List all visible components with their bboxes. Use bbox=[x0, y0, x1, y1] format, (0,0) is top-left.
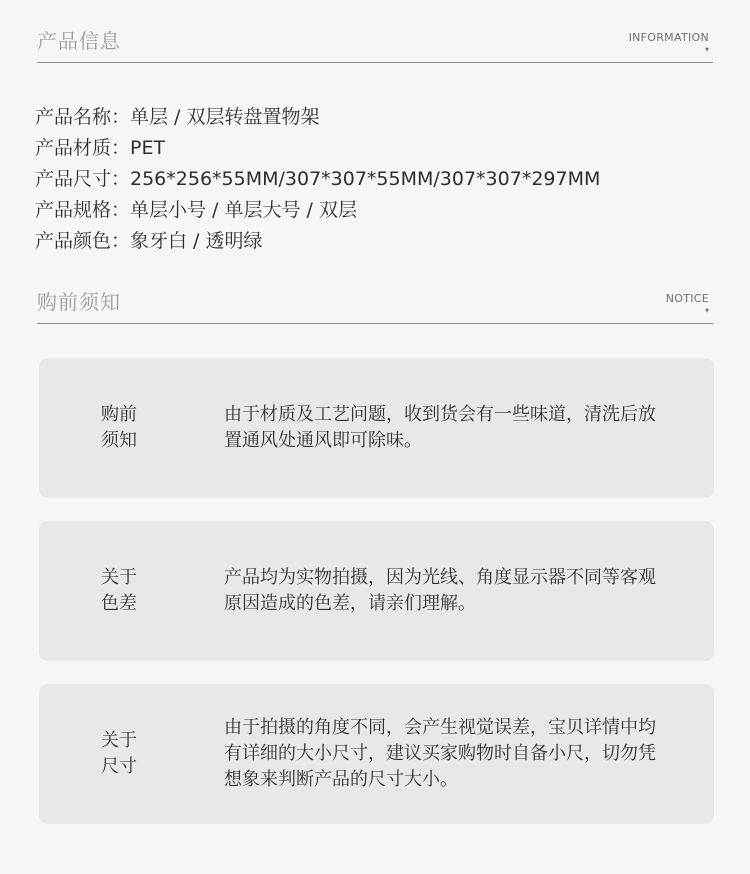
product-size: 产品尺寸：256*256*55MM/307*307*55MM/307*307*297MM bbox=[35, 168, 601, 190]
notice-text: 产品均为实物拍摄，因为光线、角度显示器不同等客观原因造成的色差，请亲们理解。 bbox=[224, 567, 656, 614]
notice-label-line: 关于 bbox=[101, 567, 137, 588]
notice-label bbox=[101, 565, 141, 617]
notice-text: 由于材质及工艺问题，收到货会有一些味道，清洗后放置通风处通风即可除味。 bbox=[224, 404, 656, 451]
notice-card-purchase bbox=[39, 358, 714, 498]
product-color: 产品颜色：象牙白 / 透明绿 bbox=[35, 230, 263, 252]
notice-card-size bbox=[39, 684, 714, 824]
notice-text: 由于拍摄的角度不同，会产生视觉误差，宝贝详情中均有详细的大小尺寸，建议买家购物时自备小尺，切勿凭想象来判断产品的尺寸大小。 bbox=[224, 717, 656, 790]
notice-label bbox=[101, 728, 141, 780]
section-title: 产品信息 bbox=[37, 29, 121, 53]
notice-label-line: 尺寸 bbox=[101, 756, 137, 777]
notice-label-line: 须知 bbox=[101, 430, 137, 451]
notice-card-color bbox=[39, 521, 714, 661]
section-header-notice bbox=[37, 283, 713, 324]
product-info-list bbox=[35, 102, 725, 257]
product-material: 产品材质：PET bbox=[35, 137, 166, 159]
product-name: 产品名称：单层 / 双层转盘置物架 bbox=[35, 106, 320, 128]
section-header-information bbox=[37, 22, 713, 63]
triangle-down-icon: ▼ bbox=[705, 47, 709, 53]
notice-label bbox=[101, 402, 141, 454]
section-title-english: NOTICE bbox=[665, 292, 709, 305]
triangle-down-icon: ▼ bbox=[705, 308, 709, 314]
notice-label-line: 关于 bbox=[101, 730, 137, 751]
product-spec: 产品规格：单层小号 / 单层大号 / 双层 bbox=[35, 199, 357, 221]
section-title-english: INFORMATION bbox=[628, 31, 709, 44]
notice-label-line: 色差 bbox=[101, 593, 137, 614]
notice-label-line: 购前 bbox=[101, 404, 137, 425]
section-title: 购前须知 bbox=[37, 290, 121, 314]
